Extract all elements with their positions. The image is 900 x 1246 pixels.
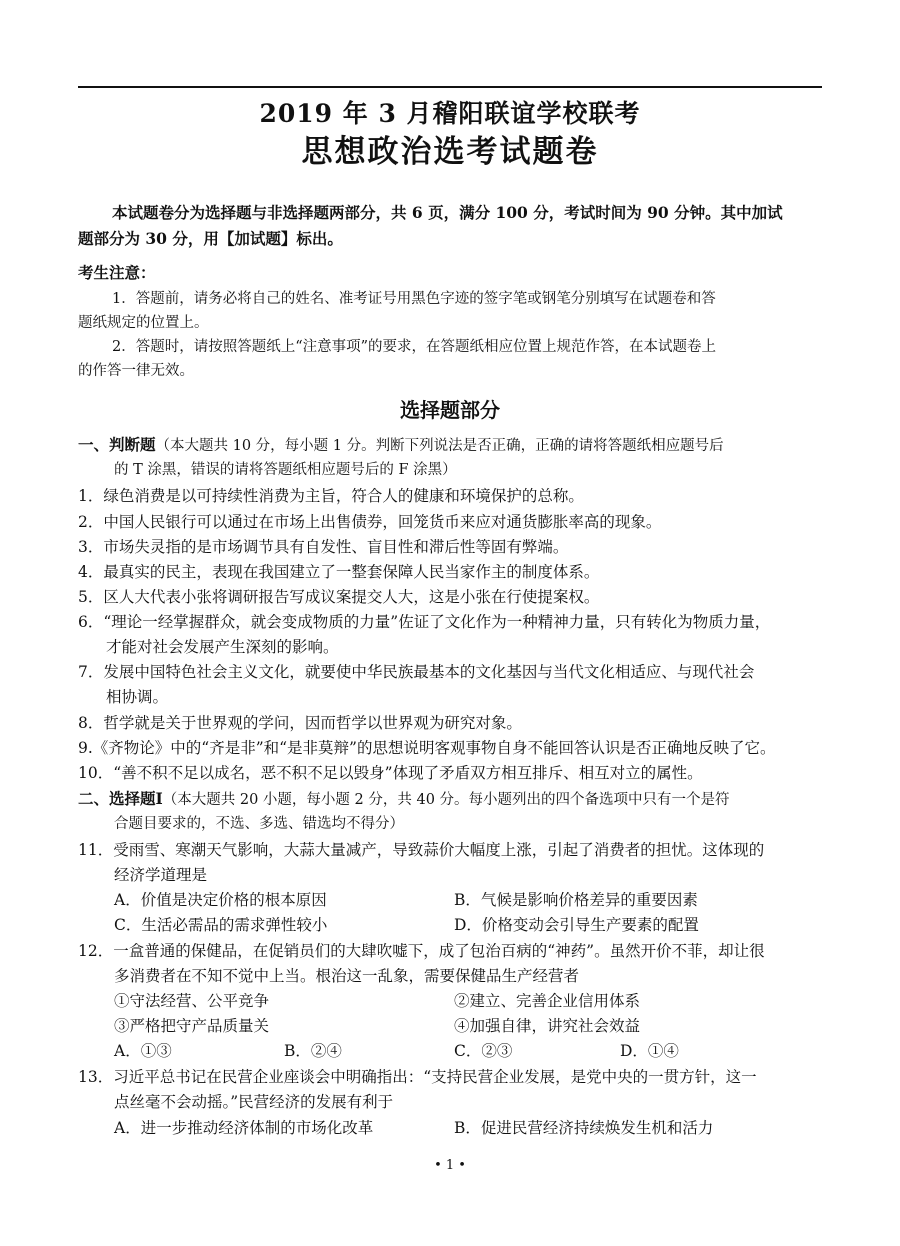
q13-option-a: A．进一步推动经济体制的市场化改革 [114, 1119, 374, 1137]
q12-option-c: C．②③ [454, 1042, 513, 1060]
question-11a: 11．受雨雪、寒潮天气影响，大蒜大量减产，导致蒜价大幅度上涨，引起了消费者的担忧。这体现的 [78, 841, 765, 859]
part2-heading: 二、选择题Ⅰ [78, 789, 163, 808]
question-9: 9.《齐物论》中的“齐是非”和“是非莫辩”的思想说明客观事物自身不能回答认识是否正确地反映了它。 [78, 739, 776, 757]
part1-intro [78, 435, 724, 456]
q12-statement-2: ②建立、完善企业信用体系 [454, 992, 641, 1010]
q12-statement-3: ③严格把守产品质量关 [114, 1017, 270, 1035]
question-8: 8．哲学就是关于世界观的学问，因而哲学以世界观为研究对象。 [78, 714, 522, 732]
question-10: 10．“善不积不足以成名，恶不积不足以毁身”体现了矛盾双方相互排斥、相互对立的属性。 [78, 764, 703, 782]
question-12a: 12．一盒普通的保健品，在促销员们的大肆吹嘘下，成了包治百病的“神药”。虽然开价不菲，却让很 [78, 942, 765, 960]
question-6b: 才能对社会发展产生深刻的影响。 [106, 638, 339, 656]
question-7a: 7．发展中国特色社会主义文化，就要使中华民族最基本的文化基因与当代文化相适应、与现代社会 [78, 663, 755, 681]
q11-option-b: B．气候是影响价格差异的重要因素 [454, 891, 698, 909]
section-title: 选择题部分 [400, 398, 500, 422]
question-1: 1．绿色消费是以可持续性消费为主旨，符合人的健康和环境保护的总称。 [78, 487, 584, 505]
question-3: 3．市场失灵指的是市场调节具有自发性、盲目性和滞后性等固有弊端。 [78, 538, 569, 556]
question-13a: 13．习近平总书记在民营企业座谈会中明确指出：“支持民营企业发展，是党中央的一贯方针，这一 [78, 1068, 757, 1086]
question-7b: 相协调。 [106, 688, 169, 706]
part1-desc-b: 的 T 涂黑，错误的请将答题纸相应题号后的 F 涂黑） [114, 462, 457, 478]
notice-item-1a: 1．答题前，请务必将自己的姓名、准考证号用黑色字迹的签字笔或钢笔分别填写在试题卷和答 [112, 291, 716, 307]
question-4: 4．最真实的民主，表现在我国建立了一整套保障人民当家作主的制度体系。 [78, 563, 600, 581]
question-5: 5．区人大代表小张将调研报告写成议案提交人大，这是小张在行使提案权。 [78, 588, 600, 606]
q12-statement-1: ①守法经营、公平竞争 [114, 992, 270, 1010]
q12-option-b: B．②④ [284, 1042, 342, 1060]
part2-intro [78, 789, 730, 810]
question-2: 2．中国人民银行可以通过在市场上出售债券，回笼货币来应对通货膨胀率高的现象。 [78, 513, 662, 531]
notice-item-2a: 2．答题时，请按照答题纸上“注意事项”的要求，在答题纸相应位置上规范作答，在本试题卷上 [112, 339, 717, 355]
intro-line-2: 题部分为 30 分，用【加试题】标出。 [78, 229, 343, 248]
exam-subtitle: 思想政治选考试题卷 [301, 134, 599, 170]
exam-title: 2019 年 3 月稽阳联谊学校联考 [259, 99, 641, 128]
notice-item-2b: 的作答一律无效。 [78, 363, 194, 379]
part1-heading: 一、判断题 [78, 435, 156, 454]
header-rule [78, 86, 822, 88]
question-12b: 多消费者在不知不觉中上当。根治这一乱象，需要保健品生产经营者 [114, 967, 580, 985]
q12-statement-4: ④加强自律，讲究社会效益 [454, 1017, 641, 1035]
page-number: • 1 • [434, 1158, 466, 1173]
intro-line-1: 本试题卷分为选择题与非选择题两部分，共 6 页，满分 100 分，考试时间为 90 分钟。其中加试 [112, 203, 783, 222]
q12-option-a: A．①③ [114, 1042, 172, 1060]
q11-option-d: D．价格变动会引导生产要素的配置 [454, 916, 699, 934]
question-6a: 6．“理论一经掌握群众，就会变成物质的力量”佐证了文化作为一种精神力量，只有转化为物质力量， [78, 613, 771, 631]
part2-desc-a: （本大题共 20 小题，每小题 2 分，共 40 分。每小题列出的四个备选项中只有一个是符 [162, 792, 730, 808]
part1-desc-a: （本大题共 10 分，每小题 1 分。判断下列说法是否正确，正确的请将答题纸相应题号后 [155, 438, 724, 454]
notice-heading: 考生注意： [78, 263, 156, 282]
question-13b: 点丝毫不会动摇。”民营经济的发展有利于 [114, 1093, 394, 1111]
part2-desc-b: 合题目要求的，不选、多选、错选均不得分） [114, 816, 404, 832]
q12-option-d: D．①④ [620, 1042, 679, 1060]
q11-option-a: A．价值是决定价格的根本原因 [114, 891, 327, 909]
notice-item-1b: 题纸规定的位置上。 [78, 315, 209, 331]
question-11b: 经济学道理是 [114, 866, 208, 884]
q11-option-c: C．生活必需品的需求弹性较小 [114, 916, 328, 934]
q13-option-b: B．促进民营经济持续焕发生机和活力 [454, 1119, 714, 1137]
